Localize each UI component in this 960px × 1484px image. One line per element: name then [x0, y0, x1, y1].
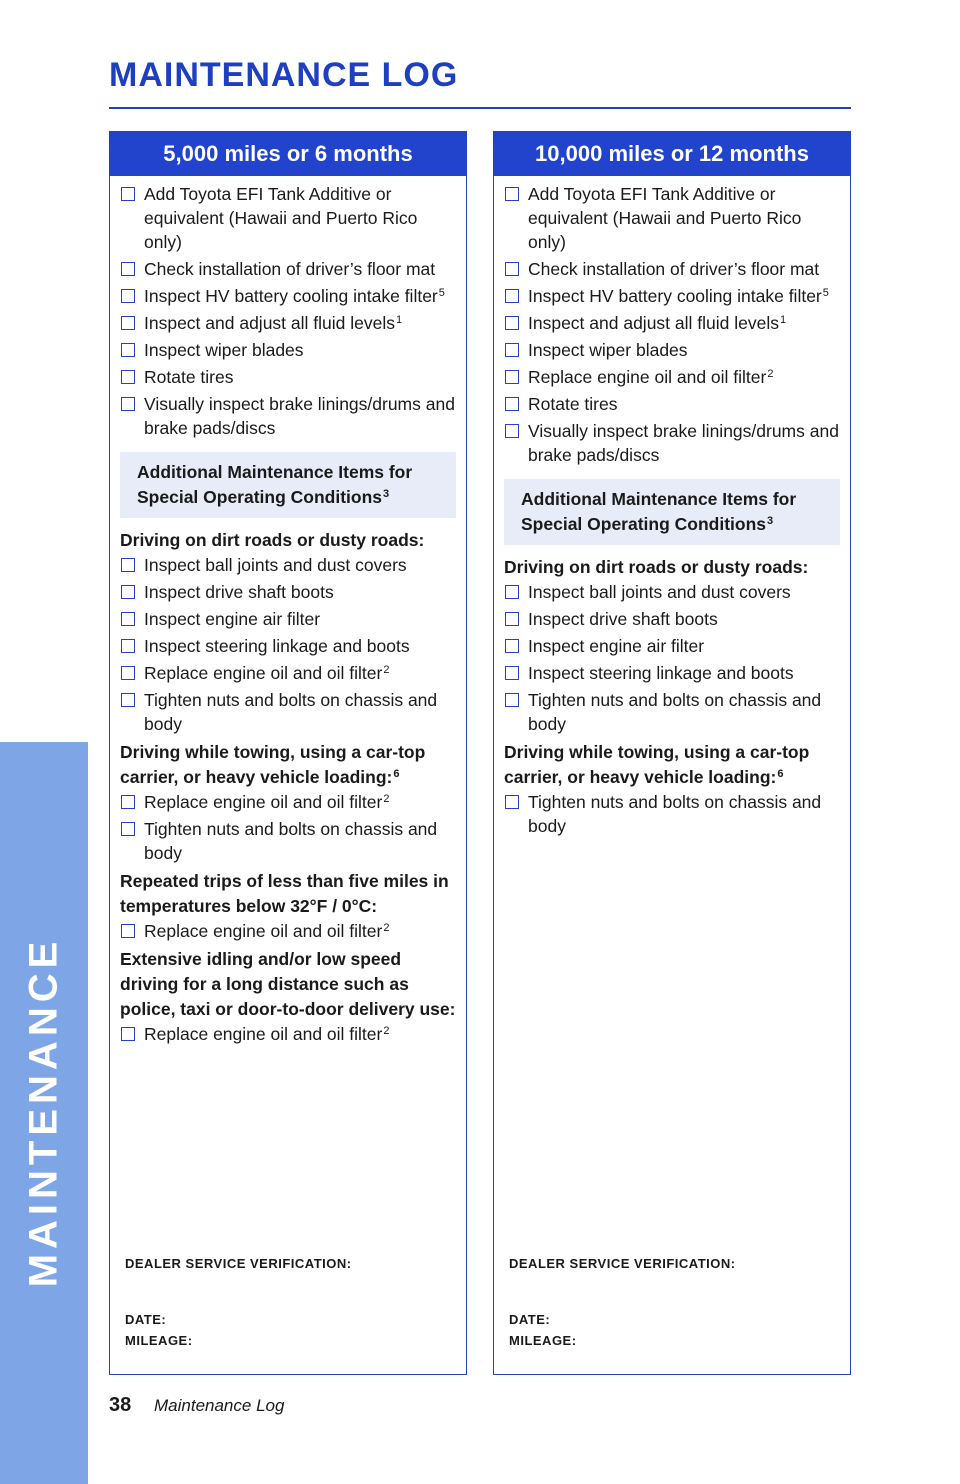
item-text — [144, 580, 456, 604]
item-text — [528, 634, 840, 658]
item-text — [528, 607, 840, 631]
checkbox[interactable] — [121, 558, 135, 572]
item-text — [144, 365, 456, 389]
heading-text: Repeated trips of less than five miles in temperatures below 32°F / 0°C: — [120, 871, 449, 916]
footnote-ref: 2 — [383, 1025, 390, 1037]
special-conditions-title: Additional Maintenance Items for Special Operating Conditions — [521, 489, 797, 534]
interval-header: 5,000 miles or 6 months — [110, 132, 466, 176]
text: Inspect wiper blades — [528, 340, 688, 360]
text: Replace engine oil and oil filter — [144, 663, 383, 683]
checkbox[interactable] — [505, 693, 519, 707]
checklist-item — [504, 284, 840, 308]
condition-heading — [120, 947, 456, 1022]
checkbox[interactable] — [121, 343, 135, 357]
checkbox[interactable] — [505, 666, 519, 680]
checkbox[interactable] — [121, 289, 135, 303]
text: Check installation of driver’s floor mat — [528, 259, 820, 279]
checkbox[interactable] — [505, 343, 519, 357]
text: Inspect steering linkage and boots — [528, 663, 794, 683]
condition-heading — [120, 869, 456, 919]
checkbox[interactable] — [121, 612, 135, 626]
checklist-body — [494, 176, 850, 838]
checklist-item — [120, 338, 456, 362]
text: Inspect engine air filter — [144, 609, 321, 629]
checklist-item — [120, 257, 456, 281]
checkbox[interactable] — [505, 289, 519, 303]
checklist-item — [504, 365, 840, 389]
text: Inspect ball joints and dust covers — [528, 582, 791, 602]
checkbox[interactable] — [121, 262, 135, 276]
footnote-ref: 6 — [393, 768, 400, 780]
checklist-item — [120, 661, 456, 685]
condition-heading — [120, 528, 456, 553]
checkbox[interactable] — [121, 187, 135, 201]
footnote-ref: 2 — [383, 922, 390, 934]
page-number: 38 — [109, 1394, 132, 1416]
text: Visually inspect brake linings/drums and brake pads/discs — [528, 421, 839, 465]
text: Inspect drive shaft boots — [528, 609, 718, 629]
checkbox[interactable] — [121, 639, 135, 653]
page-section-name: Maintenance Log — [154, 1396, 285, 1415]
checklist-item — [504, 661, 840, 685]
checklist-item — [120, 284, 456, 308]
condition-heading — [120, 740, 456, 790]
checkbox[interactable] — [121, 370, 135, 384]
text: Tighten nuts and bolts on chassis and body — [144, 690, 438, 734]
checkbox[interactable] — [505, 612, 519, 626]
checkbox[interactable] — [121, 397, 135, 411]
column-10000-miles — [493, 131, 851, 1375]
item-text — [144, 182, 456, 254]
mileage-label: MILEAGE: — [125, 1333, 193, 1348]
item-text — [528, 688, 840, 736]
item-text — [144, 1022, 456, 1046]
footnote-ref: 1 — [395, 314, 403, 326]
text: Inspect engine air filter — [528, 636, 705, 656]
item-text — [144, 607, 456, 631]
text: Rotate tires — [144, 367, 234, 387]
page-title: MAINTENANCE LOG — [109, 56, 459, 94]
interval-header: 10,000 miles or 12 months — [494, 132, 850, 176]
checklist-item — [120, 817, 456, 865]
item-text — [528, 419, 840, 467]
text: Tighten nuts and bolts on chassis and body — [528, 792, 822, 836]
checklist-item — [120, 311, 456, 335]
checkbox[interactable] — [121, 822, 135, 836]
item-text — [144, 790, 456, 814]
item-text — [144, 311, 456, 335]
checklist-item — [504, 338, 840, 362]
footnote-ref: 6 — [777, 768, 784, 780]
item-text — [144, 688, 456, 736]
date-label: DATE: — [125, 1312, 167, 1327]
text: Inspect ball joints and dust covers — [144, 555, 407, 575]
text: Add Toyota EFI Tank Additive or equivalent (Hawaii and Puerto Rico only) — [144, 184, 418, 252]
text: Inspect wiper blades — [144, 340, 304, 360]
checkbox[interactable] — [505, 262, 519, 276]
item-text — [144, 817, 456, 865]
item-text — [144, 919, 456, 943]
checkbox[interactable] — [121, 316, 135, 330]
text: Replace engine oil and oil filter — [144, 792, 383, 812]
checkbox[interactable] — [505, 795, 519, 809]
text: Check installation of driver’s floor mat — [144, 259, 436, 279]
footnote-ref: 1 — [779, 314, 787, 326]
checkbox[interactable] — [121, 693, 135, 707]
footnote-ref: 3 — [767, 515, 774, 527]
date-label: DATE: — [509, 1312, 551, 1327]
text: Tighten nuts and bolts on chassis and body — [528, 690, 822, 734]
item-text — [144, 338, 456, 362]
text: Replace engine oil and oil filter — [144, 921, 383, 941]
checklist-item — [120, 553, 456, 577]
checkbox[interactable] — [505, 316, 519, 330]
text: Inspect and adjust all fluid levels — [144, 313, 395, 333]
checklist-item — [504, 392, 840, 416]
item-text — [528, 284, 840, 308]
item-text — [144, 634, 456, 658]
text: Rotate tires — [528, 394, 618, 414]
checklist-item — [504, 580, 840, 604]
text: Inspect HV battery cooling intake filter — [144, 286, 438, 306]
footnote-ref: 5 — [438, 287, 445, 299]
checklist-item — [120, 392, 456, 440]
condition-heading — [504, 740, 840, 790]
text: Inspect steering linkage and boots — [144, 636, 410, 656]
side-tab-label: MAINTENANCE — [21, 936, 66, 1288]
item-text — [144, 553, 456, 577]
checklist-item — [504, 688, 840, 736]
item-text — [528, 790, 840, 838]
checkbox[interactable] — [505, 397, 519, 411]
item-text — [144, 392, 456, 440]
text: Replace engine oil and oil filter — [528, 367, 767, 387]
item-text — [144, 257, 456, 281]
checklist-item — [120, 580, 456, 604]
checklist-item — [504, 182, 840, 254]
item-text — [528, 338, 840, 362]
checklist-item — [120, 365, 456, 389]
text: Inspect drive shaft boots — [144, 582, 334, 602]
checklist-body — [110, 176, 466, 1046]
heading-text: Driving on dirt roads or dusty roads: — [120, 530, 425, 550]
checkbox[interactable] — [505, 424, 519, 438]
checkbox[interactable] — [505, 187, 519, 201]
checklist-item — [504, 419, 840, 467]
heading-text: Extensive idling and/or low speed driving for a long distance such as police, taxi or door-to-door delivery use: — [120, 949, 456, 1019]
checklist-item — [504, 634, 840, 658]
heading-text: Driving on dirt roads or dusty roads: — [504, 557, 809, 577]
text: Inspect and adjust all fluid levels — [528, 313, 779, 333]
checklist-item — [504, 311, 840, 335]
special-conditions-box — [120, 452, 456, 518]
checkbox[interactable] — [121, 1027, 135, 1041]
checkbox[interactable] — [505, 585, 519, 599]
checklist-item — [504, 790, 840, 838]
checkbox[interactable] — [121, 795, 135, 809]
checklist-item — [120, 607, 456, 631]
checklist-item — [120, 919, 456, 943]
checkbox[interactable] — [505, 370, 519, 384]
mileage-label: MILEAGE: — [509, 1333, 577, 1348]
checklist-item — [120, 634, 456, 658]
checklist-item — [504, 607, 840, 631]
condition-heading — [504, 555, 840, 580]
text: Replace engine oil and oil filter — [144, 1024, 383, 1044]
special-conditions-title: Additional Maintenance Items for Special Operating Conditions — [137, 462, 413, 507]
checklist-item — [120, 182, 456, 254]
checkbox[interactable] — [121, 666, 135, 680]
item-text — [528, 580, 840, 604]
heading-text: Driving while towing, using a car-top carrier, or heavy vehicle loading: — [120, 742, 426, 787]
column-5000-miles — [109, 131, 467, 1375]
item-text — [528, 365, 840, 389]
item-text — [144, 284, 456, 308]
footnote-ref: 2 — [383, 793, 390, 805]
item-text — [528, 311, 840, 335]
checkbox[interactable] — [121, 924, 135, 938]
checklist-item — [120, 1022, 456, 1046]
checkbox[interactable] — [121, 585, 135, 599]
item-text — [528, 661, 840, 685]
special-conditions-box — [504, 479, 840, 545]
item-text — [528, 257, 840, 281]
text: Add Toyota EFI Tank Additive or equivalent (Hawaii and Puerto Rico only) — [528, 184, 802, 252]
footnote-ref: 2 — [767, 368, 774, 380]
footnote-ref: 5 — [822, 287, 829, 299]
checklist-item — [120, 790, 456, 814]
item-text — [144, 661, 456, 685]
dealer-verification-label: DEALER SERVICE VERIFICATION: — [125, 1256, 352, 1271]
checkbox[interactable] — [505, 639, 519, 653]
title-divider — [109, 107, 851, 109]
text: Tighten nuts and bolts on chassis and body — [144, 819, 438, 863]
dealer-verification-label: DEALER SERVICE VERIFICATION: — [509, 1256, 736, 1271]
footnote-ref: 2 — [383, 664, 390, 676]
item-text — [528, 392, 840, 416]
text: Visually inspect brake linings/drums and brake pads/discs — [144, 394, 455, 438]
footnote-ref: 3 — [383, 488, 390, 500]
text: Inspect HV battery cooling intake filter — [528, 286, 822, 306]
heading-text: Driving while towing, using a car-top carrier, or heavy vehicle loading: — [504, 742, 810, 787]
item-text — [528, 182, 840, 254]
checklist-item — [120, 688, 456, 736]
checklist-item — [504, 257, 840, 281]
